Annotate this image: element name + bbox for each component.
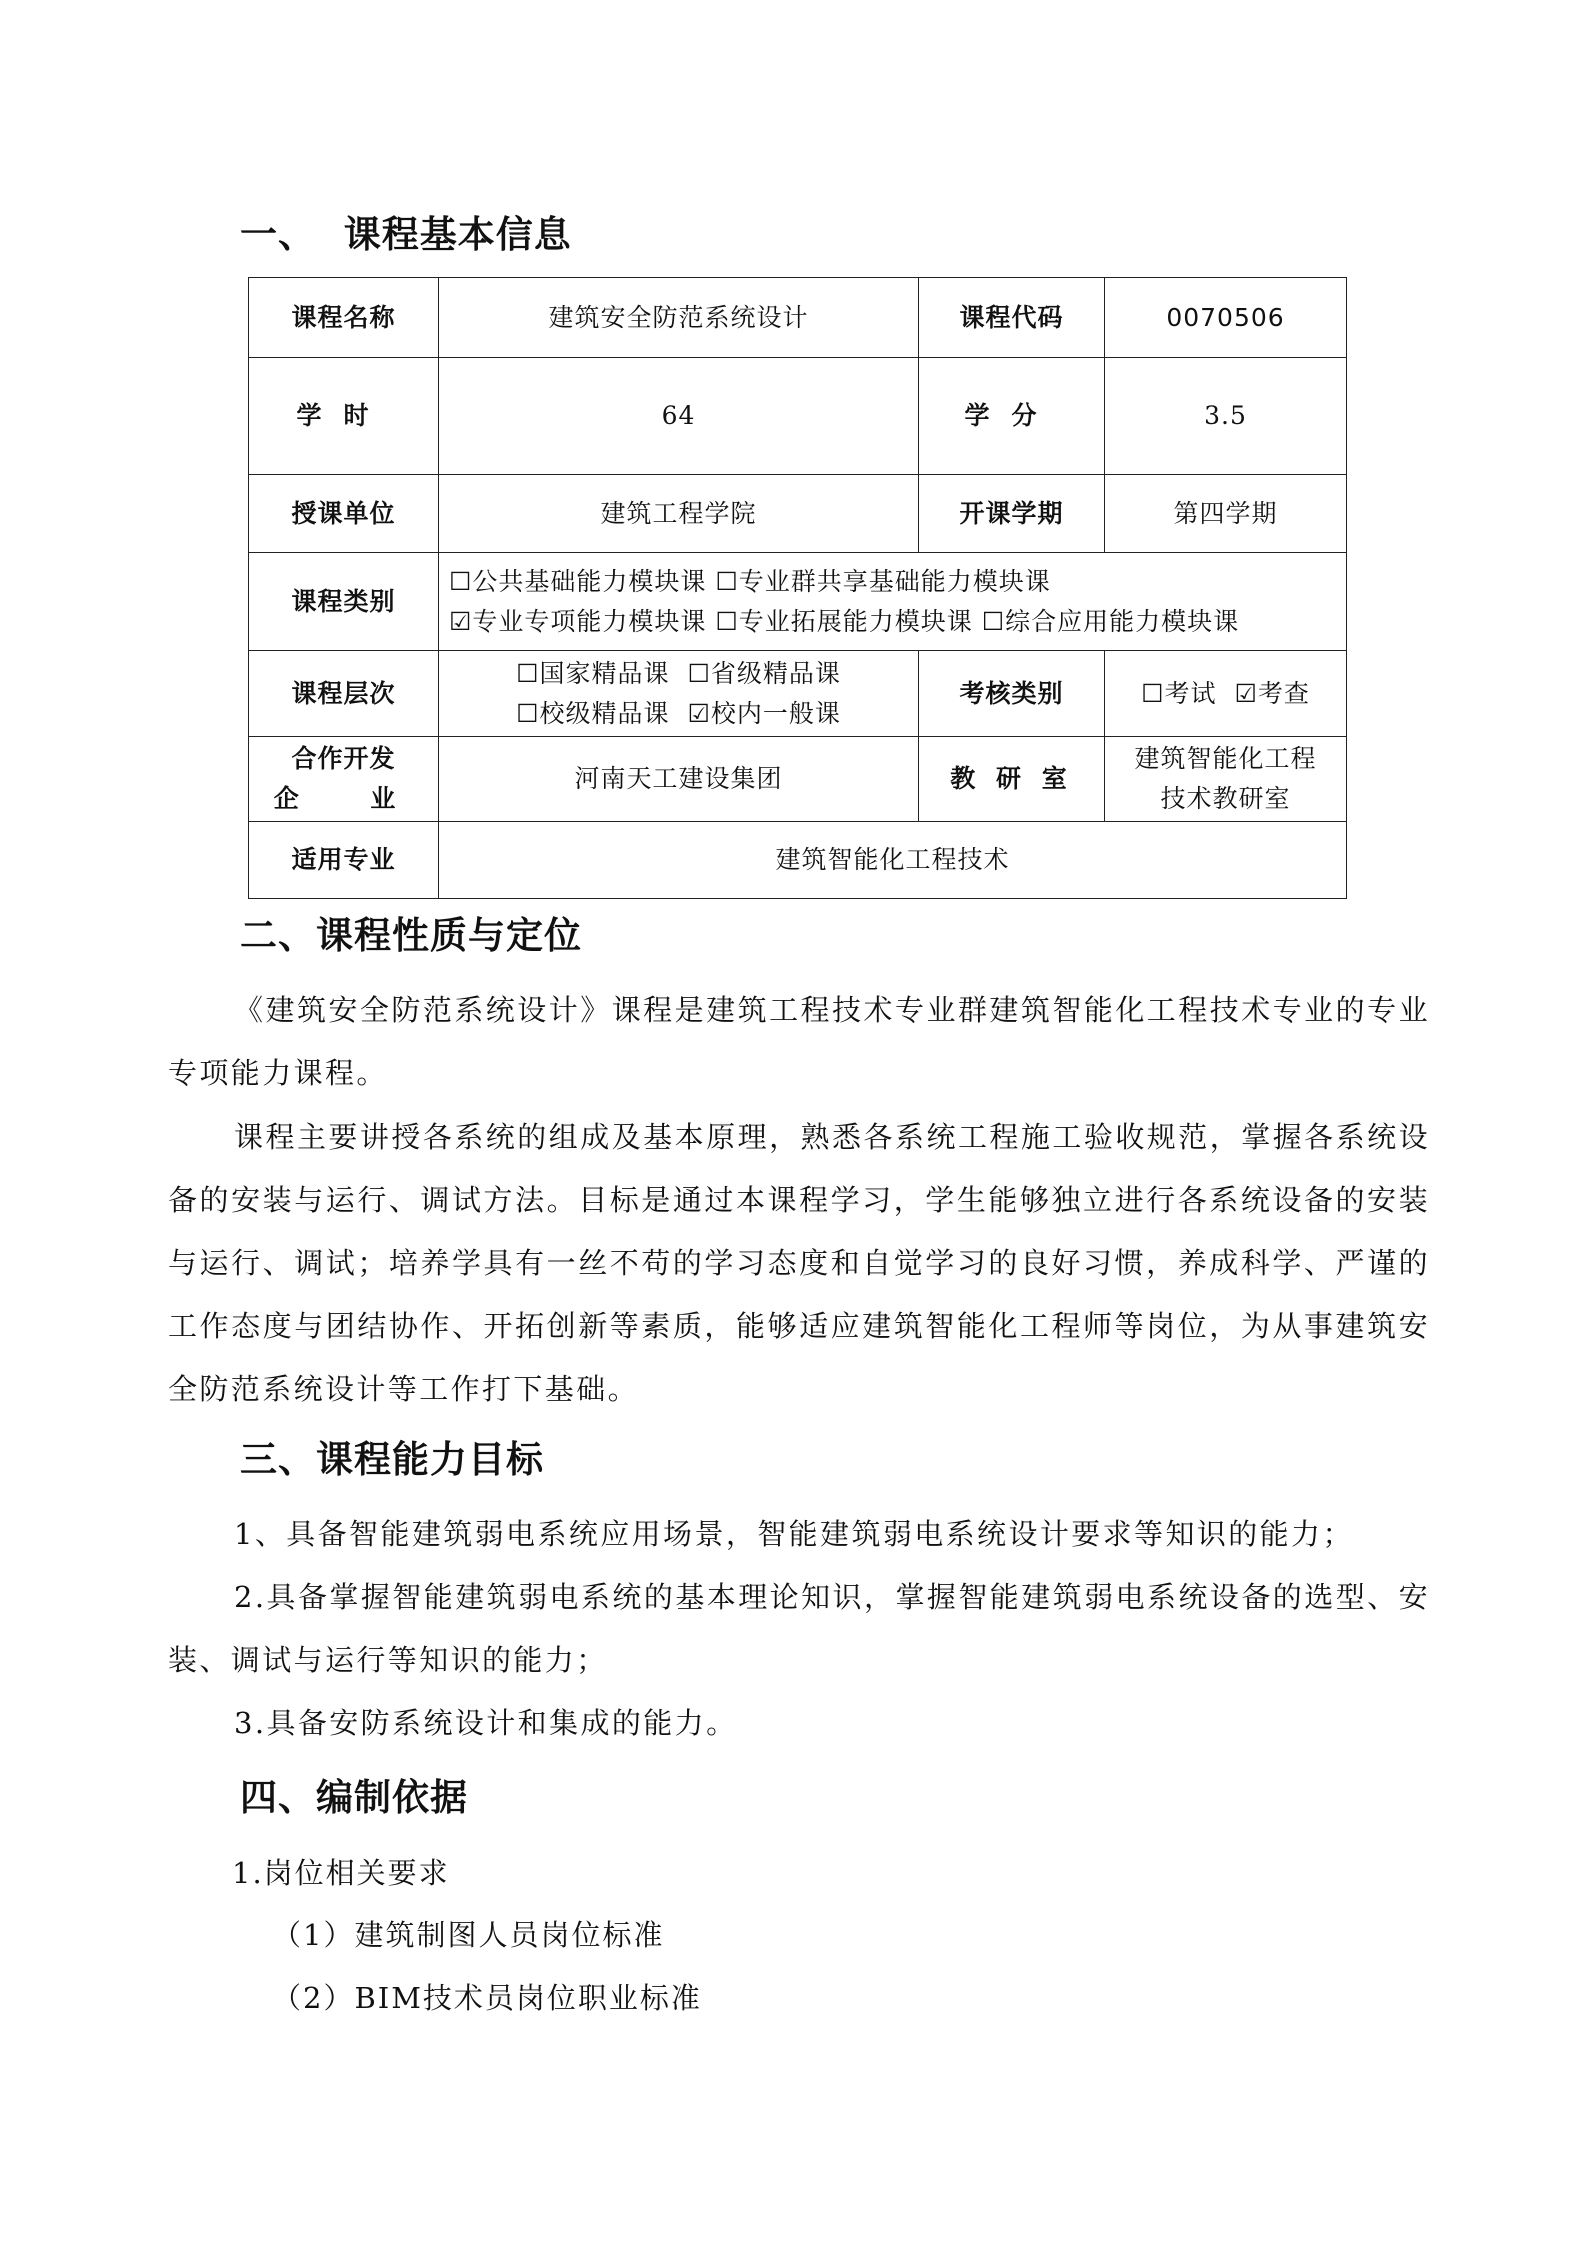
table-row (249, 822, 1347, 899)
goal-item-3: 3.具备安防系统设计和集成的能力。 (234, 1706, 738, 1740)
table-row (249, 278, 1347, 358)
coop-label-line1: 合作开发 (291, 744, 396, 773)
section-heading-basic-info: 一、 课程基本信息 (240, 213, 572, 256)
major-value: 建筑智能化工程技术 (439, 822, 1347, 899)
nature-paragraph-2: 课程主要讲授各系统的组成及基本原理，熟悉各系统工程施工验收规范，掌握各系统设备的安装与运行、调试方法。目标是通过本课程学习，学生能够独立进行各系统设备的安装与运行、调试；培养学具有一丝不苟的学习态度和自觉学习的良好习惯，养成科学、严谨的工作态度与团结协作、开拓创新等素质，能够适应建筑智能化工程师等岗位，为从事建筑安全防范系统设计等工作打下基础。 (168, 1120, 1430, 1406)
semester-label: 开课学期 (919, 475, 1105, 553)
exam-type-label: 考核类别 (919, 651, 1105, 737)
category-options (439, 553, 1347, 651)
hours-label: 学时 (249, 358, 439, 475)
course-name-label: 课程名称 (249, 278, 439, 358)
office-line1: 建筑智能化工程 (1134, 744, 1317, 773)
table-row (249, 475, 1347, 553)
credits-label: 学分 (919, 358, 1105, 475)
unit-value: 建筑工程学院 (439, 475, 919, 553)
basis-item-1-2: （2）BIM技术员岗位职业标准 (272, 1981, 702, 2015)
office-label: 教 研 室 (919, 737, 1105, 822)
table-row (249, 651, 1347, 737)
goal-item-1: 1、具备智能建筑弱电系统应用场景，智能建筑弱电系统设计要求等知识的能力； (234, 1517, 1354, 1551)
nature-paragraph-1: 《建筑安全防范系统设计》课程是建筑工程技术专业群建筑智能化工程技术专业的专业专项能力课程。 (168, 993, 1430, 1090)
table-row (249, 553, 1347, 651)
level-options-line1: ☐国家精品课 ☐省级精品课 (516, 658, 841, 688)
coop-company-label (249, 737, 439, 822)
level-options (439, 651, 919, 737)
hours-value: 64 (439, 358, 919, 475)
office-line2: 技术教研室 (1160, 784, 1291, 813)
level-label: 课程层次 (249, 651, 439, 737)
coop-company-value: 河南天工建设集团 (439, 737, 919, 822)
office-value (1105, 737, 1347, 822)
category-options-line1: ☐公共基础能力模块课 ☐专业群共享基础能力模块课 (449, 566, 1051, 596)
category-label: 课程类别 (249, 553, 439, 651)
course-name-value: 建筑安全防范系统设计 (439, 278, 919, 358)
level-options-line2: ☐校级精品课 ☑校内一般课 (516, 698, 841, 728)
section-heading-goals: 三、课程能力目标 (240, 1438, 544, 1481)
course-code-value: 0070506 (1105, 278, 1347, 358)
course-info-table (248, 277, 1347, 899)
section-heading-nature: 二、课程性质与定位 (240, 914, 582, 957)
course-code-label: 课程代码 (919, 278, 1105, 358)
table-row (249, 358, 1347, 475)
exam-type-options: ☐考试 ☑考查 (1105, 651, 1347, 737)
coop-label-line2: 企 业 (273, 784, 414, 813)
basis-item-1: 1.岗位相关要求 (232, 1856, 450, 1890)
credits-value: 3.5 (1105, 358, 1347, 475)
basis-item-1-1: （1）建筑制图人员岗位标准 (272, 1918, 665, 1952)
table-row (249, 737, 1347, 822)
major-label: 适用专业 (249, 822, 439, 899)
goal-item-2: 2.具备掌握智能建筑弱电系统的基本理论知识，掌握智能建筑弱电系统设备的选型、安装、调试与运行等知识的能力； (168, 1580, 1430, 1677)
section-heading-basis: 四、编制依据 (240, 1776, 468, 1819)
category-options-line2: ☑专业专项能力模块课 ☐专业拓展能力模块课 ☐综合应用能力模块课 (449, 606, 1240, 636)
unit-label: 授课单位 (249, 475, 439, 553)
semester-value: 第四学期 (1105, 475, 1347, 553)
